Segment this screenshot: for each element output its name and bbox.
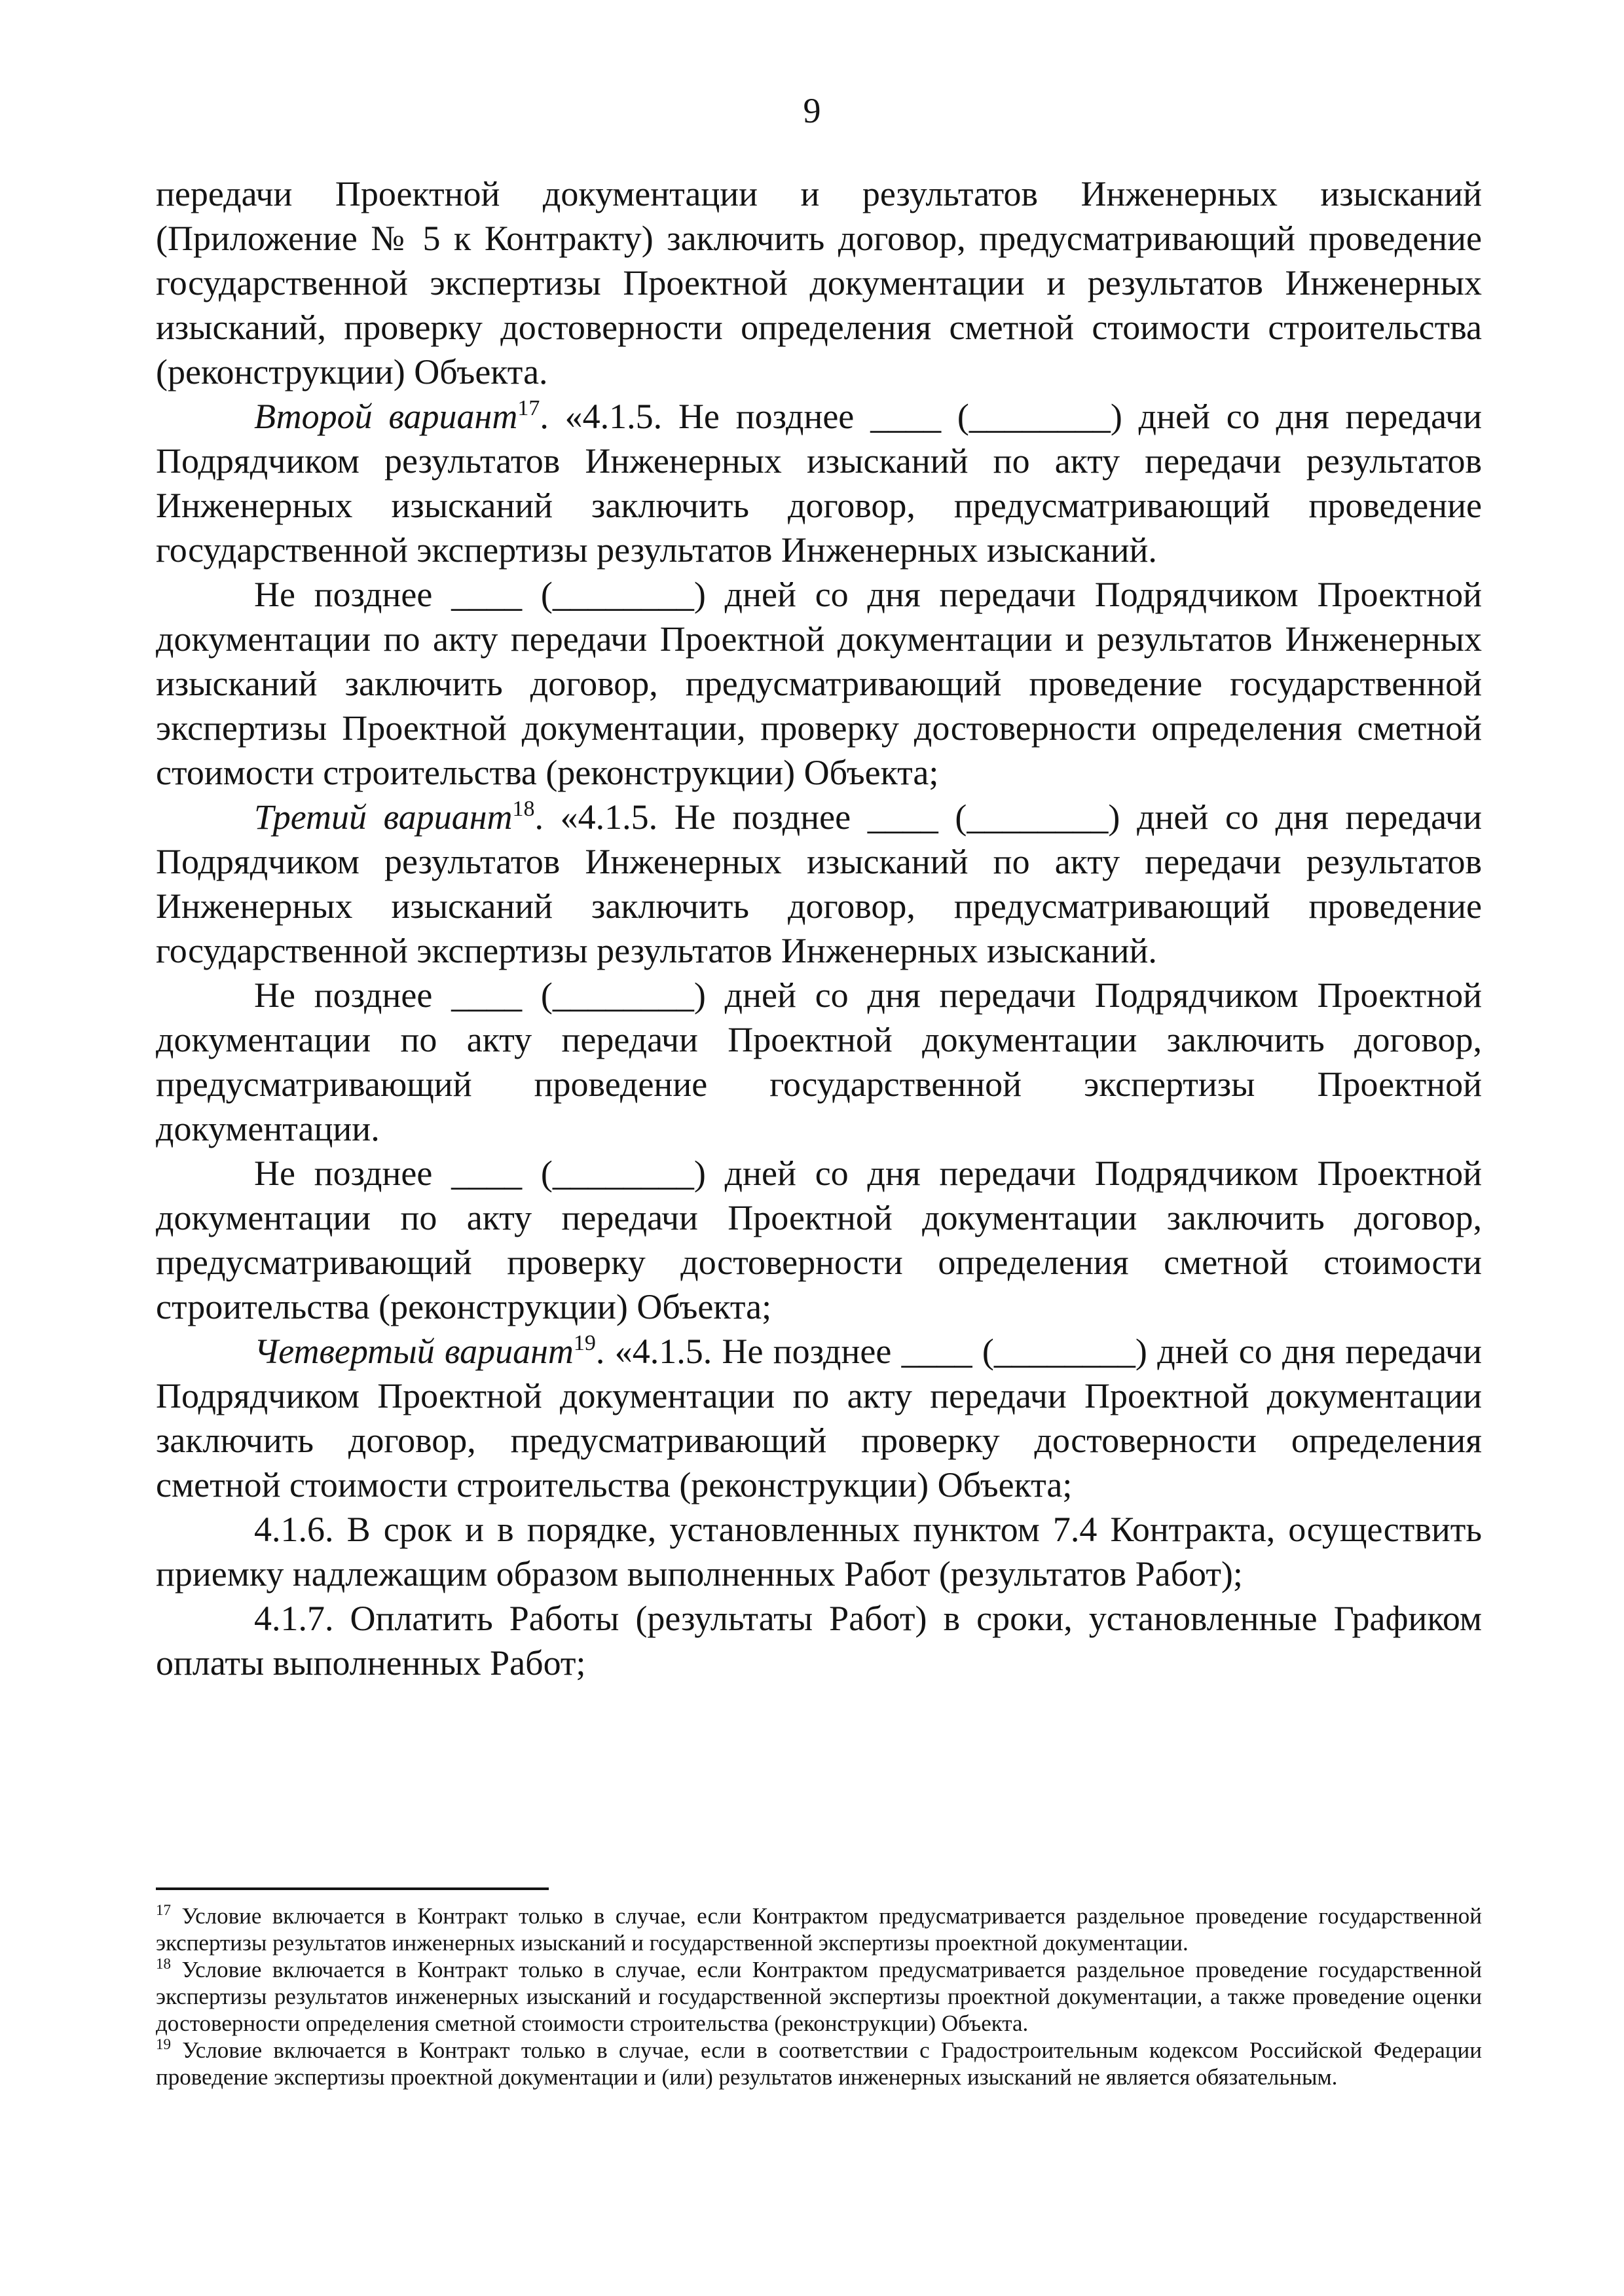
footnote-18 xyxy=(156,1956,1482,2037)
footnote-19 xyxy=(156,2037,1482,2090)
footnote-text: Условие включается в Контракт только в случае, если Контрактом предусматривается раздельное проведение государственной экспертизы результатов инженерных изысканий и государственной экспертизы проектной документации. xyxy=(156,1903,1482,1956)
paragraph-variant-4 xyxy=(156,1329,1482,1507)
page-number: 9 xyxy=(803,91,821,130)
body-text xyxy=(156,172,1482,1685)
paragraph-variant-3 xyxy=(156,795,1482,973)
footnote-number: 17 xyxy=(156,1902,171,1918)
footnote-number: 18 xyxy=(156,1956,171,1972)
footnotes xyxy=(156,1903,1482,2090)
paragraph: Не позднее ____ (________) дней со дня передачи Подрядчиком Проектной документации по акту передачи Проектной документации и результатов Инженерных изысканий заключить договор, предусматривающий проведение государственной экспертизы Проектной документации, проверку достоверности определения сметной стоимости строительства (реконструкции) Объекта; xyxy=(156,575,1482,792)
variant-label: Третий вариант xyxy=(254,797,513,837)
footnote-text: Условие включается в Контракт только в случае, если Контрактом предусматривается раздельное проведение государственной экспертизы результатов инженерных изысканий и государственной экспертизы проектной документации, а также проведение оценки достоверности определения сметной стоимости строительства (реконструкции) Объекта. xyxy=(156,1957,1482,2036)
footnote-number: 19 xyxy=(156,2036,171,2052)
paragraph: передачи Проектной документации и результатов Инженерных изысканий (Приложение № 5 к Контракту) заключить договор, предусматривающий проведение государственной экспертизы Проектной документации и результатов Инженерных изысканий, проверку достоверности определения сметной стоимости строительства (реконструкции) Объекта. xyxy=(156,174,1482,392)
paragraph: 4.1.6. В срок и в порядке, установленных пунктом 7.4 Контракта, осуществить приемку надлежащим образом выполненных Работ (результатов Работ); xyxy=(156,1510,1482,1594)
paragraph: Не позднее ____ (________) дней со дня передачи Подрядчиком Проектной документации по акту передачи Проектной документации заключить договор, предусматривающий проверку достоверности определения сметной стоимости строительства (реконструкции) Объекта; xyxy=(156,1154,1482,1326)
footnote-ref: 18 xyxy=(512,797,535,821)
paragraph: 4.1.7. Оплатить Работы (результаты Работ) в сроки, установленные Графиком оплаты выполненных Работ; xyxy=(156,1599,1482,1683)
paragraph: Не позднее ____ (________) дней со дня передачи Подрядчиком Проектной документации по акту передачи Проектной документации заключить договор, предусматривающий проведение государственной экспертизы Проектной документации. xyxy=(156,975,1482,1148)
paragraph-text: . «4.1.5. Не позднее ____ (________) дней со дня передачи Подрядчиком результатов Инженерных изысканий по акту передачи результатов Инженерных изысканий заключить договор, предусматривающий проведение государственной экспертизы результатов Инженерных изысканий. xyxy=(156,797,1482,970)
paragraph-variant-2 xyxy=(156,394,1482,572)
footnote-ref: 17 xyxy=(517,396,540,420)
footnote-17 xyxy=(156,1903,1482,1956)
footnote-divider xyxy=(156,1887,549,1890)
variant-label: Четвертый вариант xyxy=(254,1332,574,1371)
variant-label: Второй вариант xyxy=(254,397,518,436)
footnote-text: Условие включается в Контракт только в случае, если в соответствии с Градостроительным кодексом Российской Федерации проведение экспертизы проектной документации и (или) результатов инженерных изысканий не является обязательным. xyxy=(156,2037,1482,2090)
paragraph-text: . «4.1.5. Не позднее ____ (________) дней со дня передачи Подрядчиком результатов Инженерных изысканий по акту передачи результатов Инженерных изысканий заключить договор, предусматривающий проведение государственной экспертизы результатов Инженерных изысканий. xyxy=(156,397,1482,570)
paragraph-text: . «4.1.5. Не позднее ____ (________) дней со дня передачи Подрядчиком Проектной документации по акту передачи Проектной документации заключить договор, предусматривающий проверку достоверности определения сметной стоимости строительства (реконструкции) Объекта; xyxy=(156,1332,1482,1504)
footnote-ref: 19 xyxy=(573,1331,596,1355)
